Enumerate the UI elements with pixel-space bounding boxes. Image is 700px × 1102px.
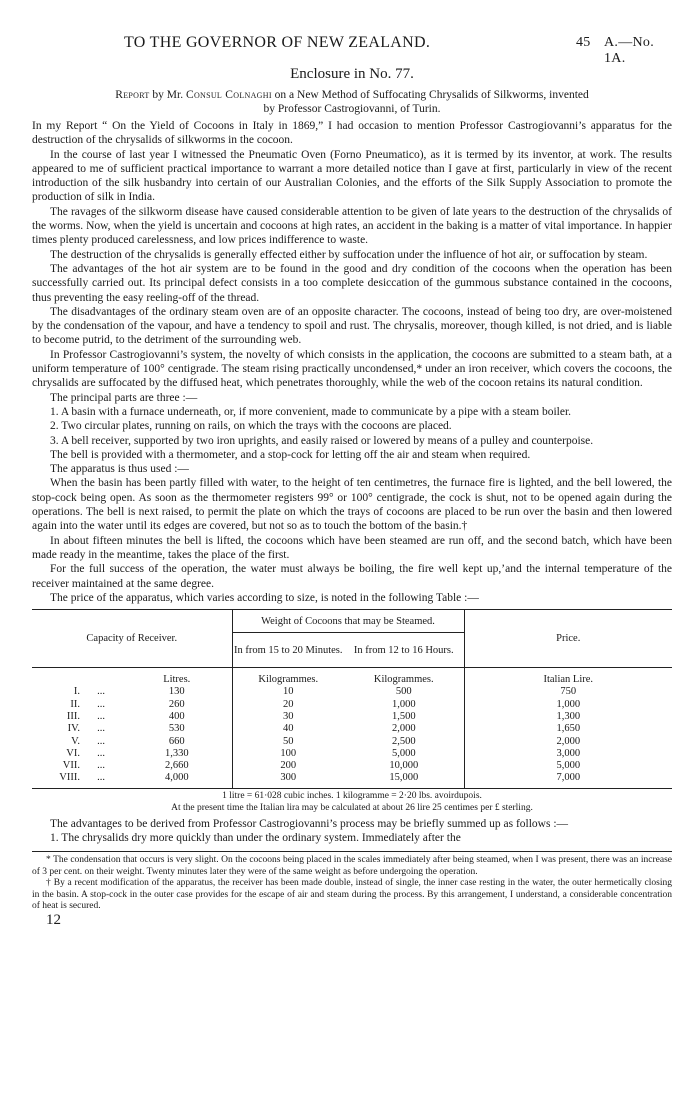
list-item: 3. A bell receiver, supported by two iron uprights, and easily raised or lowered by means of a pulley and counterpoise.: [50, 434, 594, 447]
table-row: [32, 748, 672, 760]
cell-weight-minutes: 50: [232, 736, 344, 748]
price-table: [32, 609, 672, 789]
footnote: † By a recent modification of the apparatus, the receiver has been made double, instead of single, the inner case resting in the water, the outer hermetically closing in the basin. A stop-cock in the outer case provides for the escape of air and steam during the process. By this arrangement, I understand, a considerable concentration of heat is secured.: [32, 878, 672, 912]
table-row: [32, 723, 672, 735]
table-row: [32, 711, 672, 723]
report-title-by: by Mr.: [149, 89, 186, 101]
cell-price: 2,000: [464, 736, 672, 748]
table-row: [32, 772, 672, 788]
table-header-capacity: Capacity of Receiver.: [32, 610, 232, 668]
cell-weight-minutes: 20: [232, 699, 344, 711]
footnote: * The condensation that occurs is very slight. On the cocoons being placed in the scales immediately after being steamed, when I was present, there was an increase of 3 per cent. on their weight. Twenty minutes later they were of the same weight as before undergoing the operation.: [32, 855, 672, 877]
report-title-rest: on a New Method of Suffocating Chrysalids of Silkworms, invented: [271, 89, 589, 101]
paragraph: In about fifteen minutes the bell is lifted, the cocoons which have been steamed are run off, and the second batch, which have been made ready in the meantime, takes the place of the first.: [32, 534, 672, 561]
paragraph: In Professor Castrogiovanni’s system, the novelty of which consists in the application, the cocoons are submitted to a steam bath, at a uniform temperature of 100° centigrade. The steam rising practically uncondensed,* under an iron receiver, which covers the cocoons, the chrysalids are suffocated by the diffused heat, which penetrates thoroughly, while the web of the cocoon retains its natural condition.: [32, 348, 672, 390]
table-note-conversion: 1 litre = 61·028 cubic inches. 1 kilogramme = 2·20 lbs. avoirdupois.: [222, 790, 482, 801]
paragraph: 1. The chrysalids dry more quickly than under the ordinary system. Immediately after the: [50, 832, 461, 845]
running-title: TO THE GOVERNOR OF NEW ZEALAND.: [124, 34, 431, 51]
unit-kilogrammes: Kilogrammes.: [232, 668, 344, 687]
paragraph: When the basin has been partly filled with water, to the height of ten centimetres, the furnace fire is lighted, and the bell lowered, the stop-cock being open. As soon as the thermometer registers 99° or 100° centigrade, the cock is shut, not to be opened again during the operations. The bell is next raised, to permit the plate on which the trays of cocoons are placed to be run over the basin and then lowered again into the water until its edges are covered, but not so as to touch the bottom of the basin.†: [32, 477, 672, 533]
signature-mark: 12: [46, 911, 61, 928]
cell-litres: 2,660: [164, 760, 189, 772]
unit-kilogrammes: Kilogrammes.: [373, 674, 434, 686]
cell-price: 3,000: [464, 748, 672, 760]
paragraph: For the full success of the operation, the water must always be boiling, the fire well kept up,’and the internal temperature of the receiver maintained at the same degree.: [32, 563, 672, 590]
cell-size: IV.: [67, 723, 80, 735]
footnote-rule: [32, 851, 672, 852]
table-row: [32, 760, 672, 772]
cell-size: III.: [66, 710, 80, 722]
cell-weight-minutes: 200: [232, 760, 344, 772]
paragraph: The disadvantages of the ordinary steam oven are of an opposite character. The cocoons, instead of being too dry, are over-moistened by the condensation of the vapour, and have a tendency to spoil and rust. The chrysalis, moreover, though killed, is not dried, and is liable to become putrid, to the detriment of the surrounding web.: [32, 305, 672, 347]
cell-litres: 530: [168, 723, 185, 735]
table-row: [32, 699, 672, 711]
paragraph: The price of the apparatus, which varies according to size, is noted in the following Table :—: [50, 591, 479, 604]
cell-weight-hours: 2,000: [391, 723, 416, 735]
cell-price: 7,000: [464, 772, 672, 788]
cell-dots: ...: [97, 723, 105, 735]
page-number: 45: [576, 35, 591, 50]
cell-dots: ...: [97, 760, 105, 772]
cell-weight-hours: 2,500: [391, 735, 416, 747]
report-title-consul: Consul Colnaghi: [185, 89, 272, 101]
cell-litres: 400: [168, 710, 185, 722]
table-notes: [32, 790, 672, 814]
paragraph: The apparatus is thus used :—: [50, 463, 189, 476]
table-row: [32, 686, 672, 698]
unit-italian-lire: Italian Lire.: [464, 668, 672, 687]
cell-dots: ...: [97, 735, 105, 747]
report-title: [32, 88, 672, 116]
cell-litres: 4,000: [122, 772, 232, 788]
cell-price: 1,300: [464, 711, 672, 723]
cell-weight-minutes: 30: [232, 711, 344, 723]
cell-price: 750: [464, 686, 672, 698]
paragraph: The ravages of the silkworm disease have caused considerable attention to be given of late years to the destruction of the chrysalids of the worms. Now, when the yield is uncertain and cocoons at high rates, an accident in the baking is a matter of vital importance. In happier times plenty produced carelessness, and low prices indifference to waste.: [32, 205, 672, 247]
table-row: [32, 736, 672, 748]
table-header-weight-hours: In from 12 to 16 Hours.: [344, 633, 464, 668]
document-page: [32, 34, 672, 928]
cell-dots: ...: [97, 686, 105, 698]
paragraph: The bell is provided with a thermometer, and a stop-cock for letting off the air and steam when required.: [50, 448, 531, 461]
cell-size: II.: [70, 698, 80, 710]
cell-weight-hours: 1,000: [391, 698, 416, 710]
cell-dots: ...: [97, 698, 105, 710]
cell-size: V.: [71, 735, 80, 747]
cell-size: VI.: [66, 747, 80, 759]
paragraph: In my Report “ On the Yield of Cocoons in Italy in 1869,” I had occasion to mention Professor Castrogiovanni’s apparatus for the destruction of the chrysalids of silkworms in the cocoon.: [32, 120, 672, 147]
paragraph: The principal parts are three :—: [50, 391, 198, 404]
cell-weight-hours: 10,000: [389, 760, 419, 772]
cell-weight-minutes: 10: [232, 686, 344, 698]
cell-weight-minutes: 100: [232, 748, 344, 760]
cell-weight-hours: 1,500: [391, 710, 416, 722]
table-header-weight: Weight of Cocoons that may be Steamed.: [232, 610, 464, 633]
report-title-line2: by Professor Castrogiovanni, of Turin.: [263, 103, 441, 115]
report-title-lead: Report: [115, 89, 150, 101]
cell-price: 5,000: [464, 760, 672, 772]
cell-size: VIII.: [32, 772, 80, 788]
paragraph: In the course of last year I witnessed the Pneumatic Oven (Forno Pneumatico), as it is termed by its inventor, at work. The results appeared to me of sufficient practical importance to warrant a more detailed notice than I gave at first, particularly in view of the recent introduction of the silk husbandry into certain of our Australian Colonies, and the efforts of the Silk Supply Association to promote the production of silk in India.: [32, 148, 672, 204]
cell-dots: ...: [97, 710, 105, 722]
cell-size: VII.: [62, 760, 80, 772]
cell-weight-hours: 15,000: [344, 772, 464, 788]
table-header-weight-minutes: In from 15 to 20 Minutes.: [232, 633, 344, 668]
cell-price: 1,000: [464, 699, 672, 711]
table-header-price: Price.: [464, 610, 672, 668]
cell-litres: 130: [168, 686, 185, 698]
list-item: 1. A basin with a furnace underneath, or, if more convenient, made to communicate by a pipe with a steam boiler.: [50, 405, 572, 418]
cell-dots: ...: [97, 747, 105, 759]
report-body: [32, 119, 672, 605]
table-note-exchange: At the present time the Italian lira may be calculated at about 26 lire 25 centimes per £ sterling.: [171, 802, 533, 813]
running-header: [32, 34, 672, 66]
list-item: 2. Two circular plates, running on rails, on which the trays with the cocoons are placed.: [50, 420, 452, 433]
cell-litres: 260: [168, 698, 185, 710]
cell-weight-hours: 5,000: [391, 747, 416, 759]
cell-weight-minutes: 40: [232, 723, 344, 735]
cell-size: I.: [73, 686, 80, 698]
unit-litres: Litres.: [163, 674, 191, 686]
cell-litres: 1,330: [164, 747, 189, 759]
cell-litres: 660: [168, 735, 185, 747]
cell-weight-hours: 500: [395, 686, 412, 698]
cell-dots: ...: [80, 772, 122, 788]
paper-series-number: A.—No. 1A.: [604, 35, 655, 66]
paragraph: The advantages of the hot air system are to be found in the good and dry condition of the cocoons when the operation has been successfully carried out. Its principal defect consists in a too complete desiccation of the gummous substance contained in the cocoons, thus preventing the easy reeling-off of the thread.: [32, 262, 672, 304]
cell-weight-minutes: 300: [232, 772, 344, 788]
paragraph: The advantages to be derived from Professor Castrogiovanni’s process may be briefly summed up as follows :—: [50, 817, 569, 830]
enclosure-heading: Enclosure in No. 77.: [290, 66, 414, 82]
cell-price: 1,650: [464, 723, 672, 735]
paragraph: The destruction of the chrysalids is generally effected either by suffocation under the influence of hot air, or suffocation by steam.: [50, 248, 648, 261]
